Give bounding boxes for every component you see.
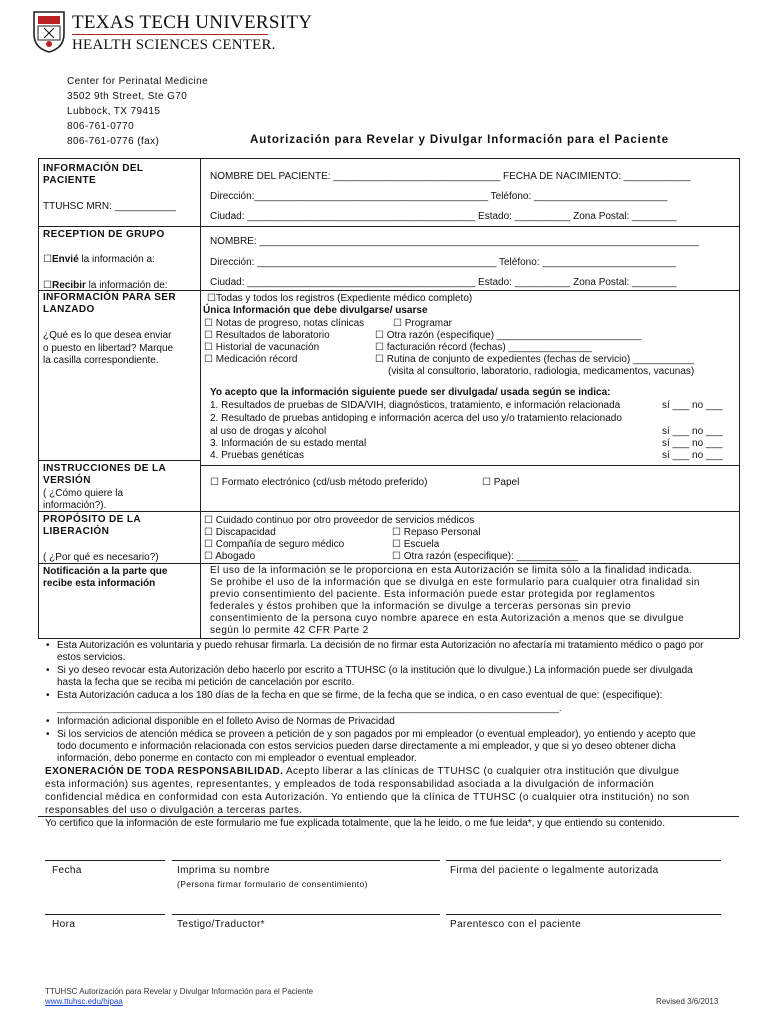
- checkbox-icon[interactable]: ☐: [204, 342, 213, 353]
- medication-record-label: Medicación récord: [215, 354, 298, 365]
- checkbox-icon[interactable]: ☐: [204, 527, 213, 538]
- list-item: • Si yo deseo revocar esta Autorización debo hacerlo por escrito a TTUHSC (o la institución que lo divulgue.) La información puede ser divulgada: [57, 665, 693, 677]
- notice-line: Se prohibe el uso de la información que se divulga en este formulario para cualquier otra finalidad sin: [210, 577, 700, 588]
- mrn-field[interactable]: TTUHSC MRN: ___________: [43, 201, 176, 212]
- consent-item: 2. Resultado de pruebas antidoping e información acerca del uso y/o tratamiento relacionado: [210, 413, 622, 424]
- routine-records-label: Rutina de conjunto de expedientes (fechas de servicio) ___________: [386, 354, 695, 365]
- form-top-border: [38, 158, 739, 159]
- form-title: Autorización para Revelar y Divulgar Información para el Paciente: [250, 134, 669, 146]
- row-divider: [38, 226, 739, 227]
- recipient-city-field[interactable]: Ciudad: _________________________________________ Estado: __________ Zona Postal: ________: [210, 277, 677, 288]
- consent-yes-no[interactable]: sí ___ no ___: [662, 438, 723, 449]
- checkbox-icon[interactable]: ☐: [392, 527, 401, 538]
- certify-text: Yo certifico que la información de este formulario me fue explicada totalmente, que la he leido, o me fue leida*, y que entiendo su contenido.: [45, 818, 666, 829]
- checkbox-icon[interactable]: ☐: [482, 477, 491, 488]
- checkbox-icon[interactable]: ☐: [204, 354, 213, 365]
- purpose-other-label: Otra razón (especifique): ___________: [403, 551, 578, 562]
- other-reason-label: Otra razón (especifique) __________________________: [386, 330, 642, 341]
- release-text: Acepto liberar a las clínicas de TTUHSC (o cualquier otra institución que divulgue: [283, 766, 680, 777]
- continued-care-option[interactable]: [204, 515, 474, 527]
- row-divider: [38, 638, 739, 639]
- medication-record-option[interactable]: [204, 354, 297, 366]
- personal-review-option[interactable]: [392, 527, 480, 539]
- consent-title: Yo acepto que la información siguiente puede ser divulgada/ usada según se indica:: [210, 387, 611, 398]
- ttuhsc-logo: [32, 10, 313, 58]
- signature-label: Firma del paciente o legalmente autorizada: [450, 865, 659, 876]
- consent-item: al uso de drogas y alcohol: [210, 426, 327, 437]
- send-option[interactable]: [43, 254, 155, 266]
- progress-notes-label: Notas de progreso, notas clínicas: [215, 318, 365, 329]
- electronic-format-option[interactable]: [210, 477, 427, 489]
- print-name-signature-line[interactable]: [172, 860, 440, 861]
- checkbox-icon[interactable]: ☐: [375, 354, 384, 365]
- consent-yes-no[interactable]: sí ___ no ___: [662, 450, 723, 461]
- routine-records-option[interactable]: [375, 354, 694, 366]
- purpose-other-option[interactable]: [392, 551, 578, 563]
- release-info-question: ¿Qué es lo que desea enviar o puesto en libertad? Marque la casilla correspondiente.: [43, 330, 174, 366]
- checkbox-icon[interactable]: ☐: [204, 515, 213, 526]
- school-label: Escuela: [403, 539, 440, 550]
- paper-label: Papel: [493, 477, 520, 488]
- patient-section-title: INFORMACIÓN DEL PACIENTE: [43, 163, 144, 186]
- address-line: 806-761-0776 (fax): [67, 136, 160, 147]
- patient-signature-line[interactable]: [446, 860, 721, 861]
- witness-signature-line[interactable]: [172, 914, 440, 915]
- footer-title: TTUHSC Autorización para Revelar y Divulgar Información para el Paciente: [45, 987, 314, 996]
- release-line: [45, 766, 679, 778]
- checkbox-icon[interactable]: ☐: [392, 551, 401, 562]
- address-line: Center for Perinatal Medicine: [67, 76, 209, 87]
- program-label: Programar: [404, 318, 452, 329]
- receive-option[interactable]: [43, 280, 168, 292]
- notice-line: previo consentimiento del paciente. Esta información puede estar protegida por reglamentos: [210, 589, 656, 600]
- checkbox-icon[interactable]: ☐: [375, 342, 384, 353]
- form-left-border: [38, 158, 39, 638]
- revised-date: Revised 3/6/2013: [656, 997, 719, 1006]
- row-divider: [38, 460, 200, 461]
- checkbox-icon[interactable]: ☐: [375, 330, 384, 341]
- all-records-label: Todas y todos los registros (Expediente médico completo): [215, 293, 473, 304]
- address-line: 3502 9th Street, Ste G70: [67, 91, 188, 102]
- version-section-title: INSTRUCCIONES DE LA VERSIÓN: [43, 463, 166, 486]
- progress-notes-option[interactable]: [204, 318, 364, 330]
- time-label: Hora: [52, 919, 76, 930]
- notice-section-title: Notificación a la parte que recibe esta información: [43, 566, 168, 589]
- insurance-option[interactable]: [204, 539, 344, 551]
- logo-divider: [72, 34, 268, 35]
- receive-label: la información de:: [85, 280, 168, 291]
- notice-line: El uso de la información se le proporciona en esta Autorización se limita sólo a la finalidad indicada.: [210, 565, 693, 576]
- expiry-blank[interactable]: _______________________________________________________________________________________________.: [57, 703, 562, 714]
- time-signature-line[interactable]: [45, 914, 165, 915]
- university-name: TEXAS TECH UNIVERSITY: [72, 12, 313, 33]
- personal-review-label: Repaso Personal: [403, 527, 481, 538]
- disability-label: Discapacidad: [215, 527, 276, 538]
- footer-link[interactable]: www.ttuhsc.edu/hipaa: [45, 997, 123, 1006]
- all-records-option[interactable]: [207, 293, 472, 305]
- routine-records-note: (visita al consultorio, laboratorio, radiologia, medicamentos, vacunas): [388, 366, 695, 377]
- notice-line: federales y éstos prohiben que la información se divulge a terceras personas sin previo: [210, 601, 632, 612]
- checkbox-icon[interactable]: ☐: [204, 551, 213, 562]
- date-signature-line[interactable]: [45, 860, 165, 861]
- address-line: Lubbock, TX 79415: [67, 106, 161, 117]
- version-section-sub: ( ¿Cómo quiere la información?).: [43, 488, 124, 511]
- checkbox-icon[interactable]: ☐: [210, 477, 219, 488]
- list-item-cont: estos servicios.: [57, 652, 126, 663]
- row-divider: [200, 465, 739, 466]
- continued-care-label: Cuidado continuo por otro proveedor de servicios médicos: [215, 515, 475, 526]
- release-info-title: INFORMACIÓN PARA SER LANZADO: [43, 292, 176, 315]
- notice-line: según lo permite 42 CFR Parte 2: [210, 625, 369, 636]
- consent-item: 4. Pruebas genéticas: [210, 450, 304, 461]
- checkbox-icon[interactable]: ☐: [204, 330, 213, 341]
- print-name-label: Imprima su nombre: [177, 865, 270, 876]
- relation-label: Parentesco con el paciente: [450, 919, 582, 930]
- recipient-section-title: RECEPTION DE GRUPO: [43, 229, 165, 240]
- checkbox-icon[interactable]: ☐: [393, 318, 402, 329]
- checkbox-icon[interactable]: ☐: [43, 280, 52, 291]
- lawyer-option[interactable]: [204, 551, 255, 563]
- consent-yes-no[interactable]: sí ___ no ___: [662, 426, 723, 437]
- send-label: la información a:: [78, 254, 155, 265]
- date-label: Fecha: [52, 865, 82, 876]
- only-info-title: Única Información que debe divulgarse/ usarse: [203, 305, 428, 316]
- recipient-address-field[interactable]: Dirección: ___________________________________________ Teléfono: ________________________: [210, 257, 676, 268]
- patient-address-field[interactable]: Dirección:__________________________________________ Teléfono: ________________________: [210, 191, 668, 202]
- patient-name-field[interactable]: NOMBRE DEL PACIENTE: ______________________________ FECHA DE NACIMIENTO: ____________: [210, 171, 691, 182]
- release-line: responsables del uso o divulgación a terceras partes.: [45, 805, 303, 816]
- checkbox-icon[interactable]: ☐: [43, 254, 52, 265]
- vaccine-history-option[interactable]: [204, 342, 319, 354]
- list-item-cont: hasta la fecha que se reciba mi petición de cancelación por escrito.: [57, 677, 355, 688]
- release-line: confidencial médica en conformidad con esta Autorización. Yo entiendo que la clínica de TTUHSC (o cualquier otra institución) no son: [45, 792, 690, 803]
- release-title: EXONERACIÓN DE TODA RESPONSABILIDAD.: [45, 766, 284, 777]
- patient-city-field[interactable]: Ciudad: _________________________________________ Estado: __________ Zona Postal: ________: [210, 211, 677, 222]
- consent-item: 1. Resultados de pruebas de SIDA/VIH, diagnósticos, tratamiento, e información relacionada: [210, 400, 621, 411]
- purpose-section-title: PROPÓSITO DE LA LIBERACIÓN: [43, 514, 141, 537]
- column-divider: [200, 158, 201, 638]
- disability-option[interactable]: [204, 527, 276, 539]
- purpose-section-sub: ( ¿Por qué es necesario?): [43, 552, 159, 563]
- billing-record-option[interactable]: [375, 342, 592, 354]
- release-bottom-border: [38, 816, 739, 817]
- list-item: • Esta Autorización es voluntaria y puedo rehusar firmarla. La decisión de no firmar esta Autorización no afectaría mi tratamiento médico o pago por: [57, 640, 703, 652]
- checkbox-icon[interactable]: ☐: [207, 293, 216, 304]
- address-line: 806-761-0770: [67, 121, 135, 132]
- list-item: • Esta Autorización caduca a los 180 días de la fecha en que se firme, de la fecha que se indica, o en caso eventual de que: (especifique):: [57, 690, 662, 702]
- receive-label-bold: Recibir: [51, 280, 86, 291]
- seal-icon: [32, 10, 66, 54]
- consent-yes-no[interactable]: sí ___ no ___: [662, 400, 723, 411]
- insurance-label: Compañía de seguro médico: [215, 539, 345, 550]
- release-line: esta información) sus agentes, representantes, y empleados de toda responsabilidad asociada a la divulgación de información: [45, 779, 654, 790]
- checkbox-icon[interactable]: ☐: [204, 318, 213, 329]
- witness-label: Testigo/Traductor*: [177, 919, 265, 930]
- send-label-bold: Envié: [51, 254, 79, 265]
- relation-signature-line[interactable]: [446, 914, 721, 915]
- list-item-cont: información, debo ponerme en contacto con mi empleador o eventual empleador.: [57, 753, 417, 764]
- vaccine-history-label: Historial de vacunación: [215, 342, 320, 353]
- electronic-format-label: Formato electrónico (cd/usb método preferido): [221, 477, 428, 488]
- other-reason-option[interactable]: [375, 330, 641, 342]
- form-right-border: [739, 158, 740, 638]
- checkbox-icon[interactable]: ☐: [204, 539, 213, 550]
- recipient-name-field[interactable]: NOMBRE: _______________________________________________________________________________: [210, 236, 699, 247]
- checkbox-icon[interactable]: ☐: [392, 539, 401, 550]
- print-name-sub: (Persona firmar formulario de consentimiento): [177, 879, 368, 889]
- consent-item: 3. Información de su estado mental: [210, 438, 367, 449]
- program-option[interactable]: [393, 318, 452, 330]
- notice-line: consentimiento de la persona cuyo nombre aparece en esta Autorización a menos que se divulgue: [210, 613, 685, 624]
- center-name: HEALTH SCIENCES CENTER.: [72, 37, 276, 53]
- lab-results-label: Resultados de laboratorio: [215, 330, 330, 341]
- lawyer-label: Abogado: [215, 551, 256, 562]
- list-item: • Información adicional disponible en el folleto Aviso de Normas de Privacidad: [57, 716, 395, 728]
- list-item-cont: todo documento e información relacionada con estos servicios pueden darse directamente a mi empleador, y que si yo deseo obtener dicha: [57, 741, 676, 752]
- billing-record-label: facturación récord (fechas) _______________: [386, 342, 592, 353]
- lab-results-option[interactable]: [204, 330, 330, 342]
- list-item: • Si los servicios de atención médica se proveen a petición de y son pagados por mi empleador (o eventual empleador), yo entiendo y acepto que: [57, 729, 696, 741]
- school-option[interactable]: [392, 539, 439, 551]
- paper-option[interactable]: [482, 477, 519, 489]
